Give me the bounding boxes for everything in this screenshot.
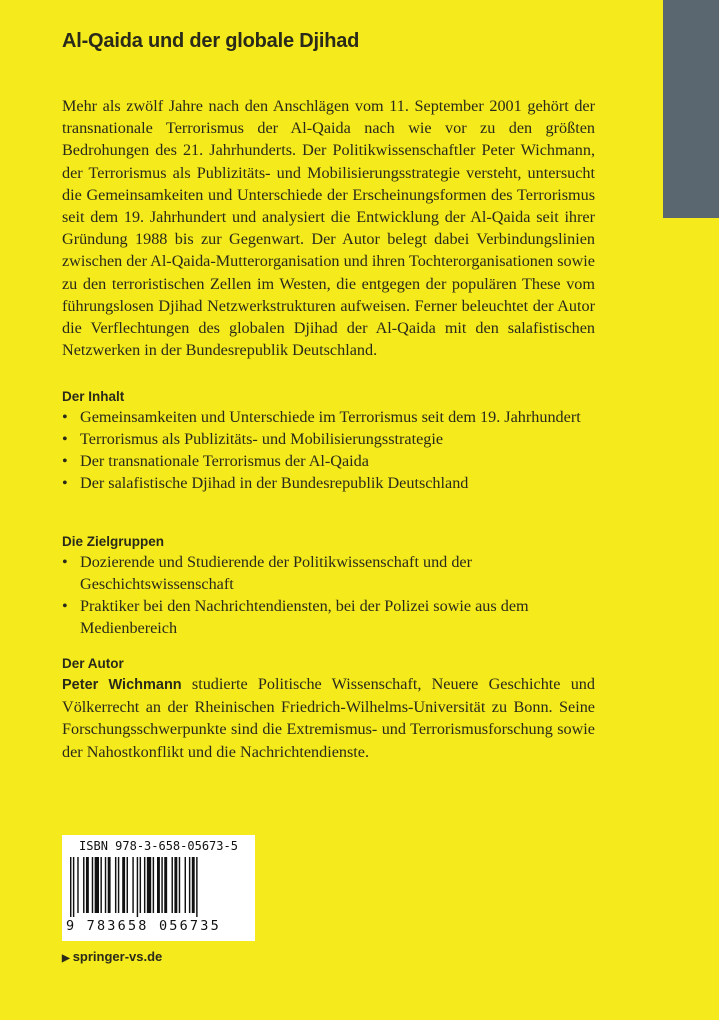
bullet-icon: •: [62, 430, 68, 448]
barcode-bar: [147, 857, 151, 913]
barcode-bar: [153, 857, 154, 913]
list-item: • Praktiker bei den Nachrichtendiensten, bei der Polizei sowie aus dem Medienbereich: [62, 597, 529, 637]
author-name: Peter Wichmann: [62, 677, 182, 693]
barcode-bar: [122, 857, 125, 913]
barcode-bar: [77, 857, 78, 913]
zielgruppen-list: [62, 551, 602, 639]
publisher-link[interactable]: [62, 949, 162, 964]
bullet-icon: •: [62, 408, 68, 426]
inhalt-list: [62, 406, 602, 494]
list-item: • Terrorismus als Publizitäts- und Mobilisierungsstrategie: [62, 430, 444, 448]
barcode-bar: [189, 857, 190, 913]
barcode-bar: [196, 857, 197, 917]
section-zielgruppen: [62, 534, 602, 639]
barcode-bar: [92, 857, 93, 913]
isbn-barcode: [62, 835, 255, 941]
section-inhalt: [62, 389, 602, 494]
barcode-bar: [73, 857, 74, 917]
author-bio: Peter Wichmann studierte Politische Wissenschaft, Neuere Geschichte und Völkerrecht an der Rheinischen Friedrich-Wilhelms-Universität zu Bonn. Seine Forschungsschwerpunkte sind die Extremismus- und Terrorismusforschung sowie der Nahostkonflikt und die Nachrichtendienste.: [62, 675, 595, 761]
barcode-bar: [179, 857, 180, 913]
barcode-bar: [118, 857, 119, 913]
barcode-digits: 9 783658 056735: [66, 918, 221, 934]
section-heading-inhalt: Der Inhalt: [62, 389, 125, 404]
section-heading-zielgruppen: Die Zielgruppen: [62, 534, 165, 549]
list-item: • Der salafistische Djihad in der Bundesrepublik Deutschland: [62, 474, 469, 492]
barcode-bar: [140, 857, 141, 913]
list-item: • Dozierende und Studierende der Politikwissenschaft und der Geschichtswissenschaft: [62, 553, 472, 593]
barcode-bar: [161, 857, 162, 913]
side-color-tab: [663, 0, 719, 218]
barcode-bar: [137, 857, 138, 917]
barcode-bar: [185, 857, 186, 913]
barcode-bar: [132, 857, 133, 913]
barcode-bar: [86, 857, 89, 913]
list-item: • Der transnationale Terrorismus der Al-Qaida: [62, 452, 369, 470]
bullet-icon: •: [62, 452, 68, 470]
barcode-bar: [192, 857, 195, 913]
barcode-bar: [95, 857, 99, 913]
barcode-icon: [70, 857, 248, 917]
intro-paragraph: Mehr als zwölf Jahre nach den Anschlägen vom 11. September 2001 gehört der transnationale Terrorismus der Al-Qaida nach wie vor zu den größten Bedrohungen des 21. Jahrhunderts. Der Politikwissenschaftler Peter Wichmann, der Terrorismus als Publizitäts- und Mobilisierungsstrategie versteht, untersucht die Gemeinsamkeiten und Unterschiede der Erscheinungsformen des Terrorismus seit dem 19. Jahrhundert und analysiert die Entwicklung der Al-Qaida seit ihrer Gründung 1988 bis zur Gegenwart. Der Autor belegt dabei Verbindungslinien zwischen der Al-Qaida-Mutterorganisation und ihren Tochterorganisationen sowie zu den terroristischen Zellen im Westen, die entgegen der populären These vom führungslosen Djihad Netzwerkstrukturen aufweisen. Ferner beleuchtet der Autor die Verflechtungen des globalen Djihad der Al-Qaida mit den salafistischen Netzwerken in der Bundesrepublik Deutschland.: [62, 97, 595, 360]
barcode-bar: [108, 857, 111, 913]
barcode-bar: [172, 857, 173, 913]
section-heading-autor: Der Autor: [62, 656, 124, 671]
barcode-bar: [100, 857, 101, 913]
list-item: • Gemeinsamkeiten und Unterschiede im Terrorismus seit dem 19. Jahrhundert: [62, 408, 581, 426]
publisher-url: springer-vs.de: [72, 949, 163, 964]
barcode-bar: [105, 857, 106, 913]
section-autor: [62, 656, 602, 763]
bullet-icon: •: [62, 597, 68, 615]
barcode-bar: [70, 857, 71, 917]
isbn-text: ISBN 978-3-658-05673-5: [79, 839, 238, 853]
barcode-bar: [174, 857, 177, 913]
barcode-bar: [115, 857, 116, 913]
bullet-icon: •: [62, 553, 68, 571]
barcode-bar: [144, 857, 145, 913]
arrow-right-icon: ▶: [62, 953, 70, 964]
barcode-bar: [164, 857, 167, 913]
bullet-icon: •: [62, 474, 68, 492]
book-title: Al-Qaida und der globale Djihad: [62, 30, 360, 52]
barcode-bar: [127, 857, 128, 913]
barcode-bar: [83, 857, 84, 913]
barcode-bar: [157, 857, 160, 913]
